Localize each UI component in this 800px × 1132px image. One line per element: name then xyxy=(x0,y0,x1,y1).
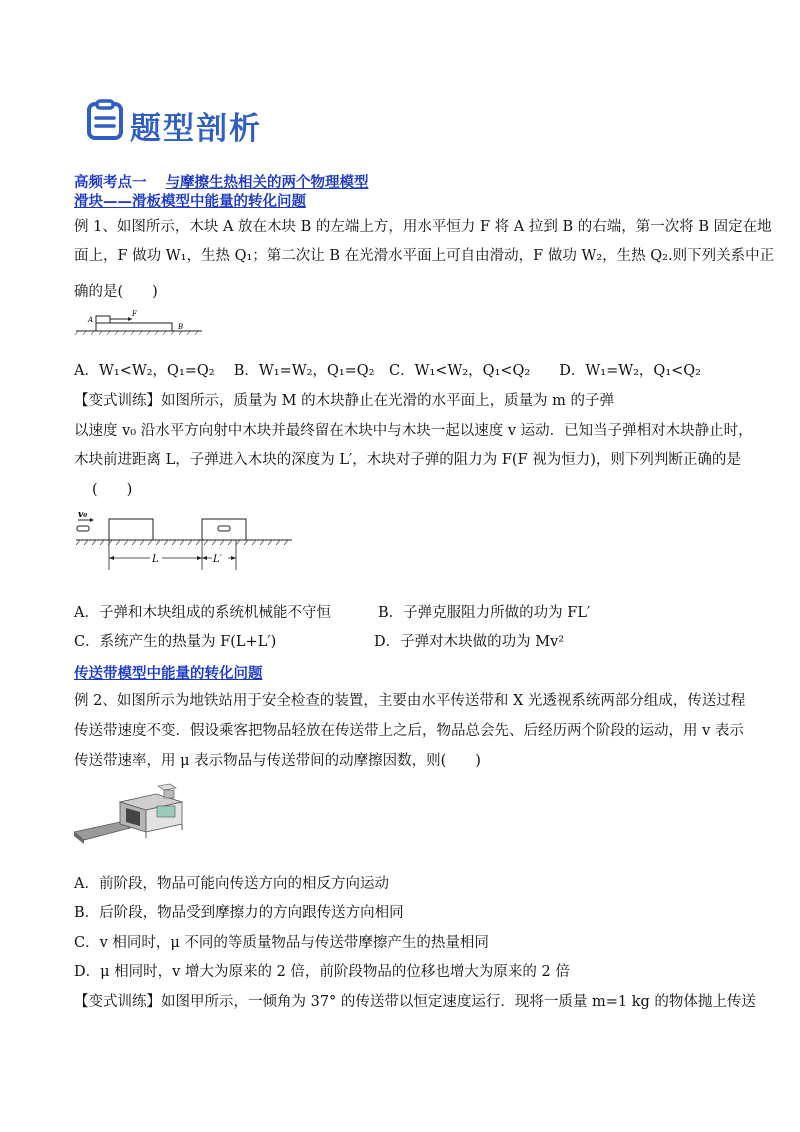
var1-option-c: C．系统产生的热量为 F(L+L′) xyxy=(74,634,277,650)
var1-option-b: B．子弹克服阻力所做的功为 FL′ xyxy=(378,605,591,621)
ex2-line3: 传送带速率，用 μ 表示物品与传送带间的动摩擦因数，则( ) xyxy=(74,753,481,769)
ex1-fig-label-b: B xyxy=(178,323,184,331)
ex2-line2: 传送带速度不变．假设乘客把物品轻放在传送带上之后，物品总会先、后经历两个阶段的运动，用 v 表示 xyxy=(74,723,744,739)
ex1-figure xyxy=(74,307,204,337)
ex2-option-d: D．μ 相同时，v 增大为原来的 2 倍，前阶段物品的位移也增大为原来的 2 倍 xyxy=(74,964,570,980)
sub-heading-slider: 滑块——滑板模型中能量的转化问题 xyxy=(74,194,306,210)
kaodian-title: 与摩擦生热相关的两个物理模型 xyxy=(165,175,369,191)
ex1-line2: 面上，F 做功 W₁，生热 Q₁；第二次让 B 在光滑水平面上可自由滑动，F 做功 W₂，生热 Q₂.则下列关系中正 xyxy=(74,248,775,264)
page-title: 题型剖析 xyxy=(130,111,262,147)
kaodian-prefix: 高频考点一 xyxy=(74,175,147,191)
var2-line1: 【变式训练】如图甲所示，一倾角为 37° 的传送带以恒定速度运行．现将一质量 m=1 kg 的物体抛上传送 xyxy=(74,994,756,1010)
var1-option-d: D．子弹对木块做的功为 Mv² xyxy=(374,634,565,650)
ex2-option-c: C．v 相同时，μ 不同的等质量物品与传送带摩擦产生的热量相同 xyxy=(74,935,489,951)
var1-fig-label-v0: v₀ xyxy=(78,510,88,520)
ex1-options: A．W₁<W₂，Q₁=Q₂ B．W₁=W₂，Q₁=Q₂ C．W₁<W₂，Q₁<Q₂ D．W₁=W₂，Q₁<Q₂ xyxy=(74,363,701,379)
var1-line4: ( ) xyxy=(92,482,133,498)
clipboard-icon xyxy=(86,99,124,141)
var1-figure xyxy=(74,505,294,575)
ex2-option-b: B．后阶段，物品受到摩擦力的方向跟传送方向相同 xyxy=(74,905,404,921)
var1-option-a: A．子弹和木块组成的系统机械能不守恒 xyxy=(74,605,331,621)
var1-fig-label-l: L xyxy=(152,554,159,565)
security-scanner-image xyxy=(72,780,196,845)
kaodian-heading xyxy=(74,171,369,192)
var1-line1: 【变式训练】如图所示，质量为 M 的木块静止在光滑的水平面上，质量为 m 的子弹 xyxy=(74,393,615,409)
ex1-line1: 例 1、如图所示，木块 A 放在木块 B 的左端上方，用水平恒力 F 将 A 拉到 B 的右端，第一次将 B 固定在地 xyxy=(74,219,772,235)
ex1-fig-label-a: A xyxy=(88,316,94,324)
ex1-line3: 确的是( ) xyxy=(74,284,158,300)
ex1-fig-label-f: F xyxy=(132,310,137,318)
var1-fig-label-lp: L′ xyxy=(213,554,222,565)
sub-heading-conveyor: 传送带模型中能量的转化问题 xyxy=(74,666,263,682)
var1-line3: 木块前进距离 L，子弹进入木块的深度为 L′，木块对子弹的阻力为 F(F 视为恒力)，则下列判断正确的是 xyxy=(74,452,741,468)
ex2-option-a: A．前阶段，物品可能向传送方向的相反方向运动 xyxy=(74,876,389,892)
ex2-line1: 例 2、如图所示为地铁站用于安全检查的装置，主要由水平传送带和 X 光透视系统两部分组成，传送过程 xyxy=(74,693,746,709)
var1-line2: 以速度 v₀ 沿水平方向射中木块并最终留在木块中与木块一起以速度 v 运动．已知当子弹相对木块静止时， xyxy=(74,423,753,439)
